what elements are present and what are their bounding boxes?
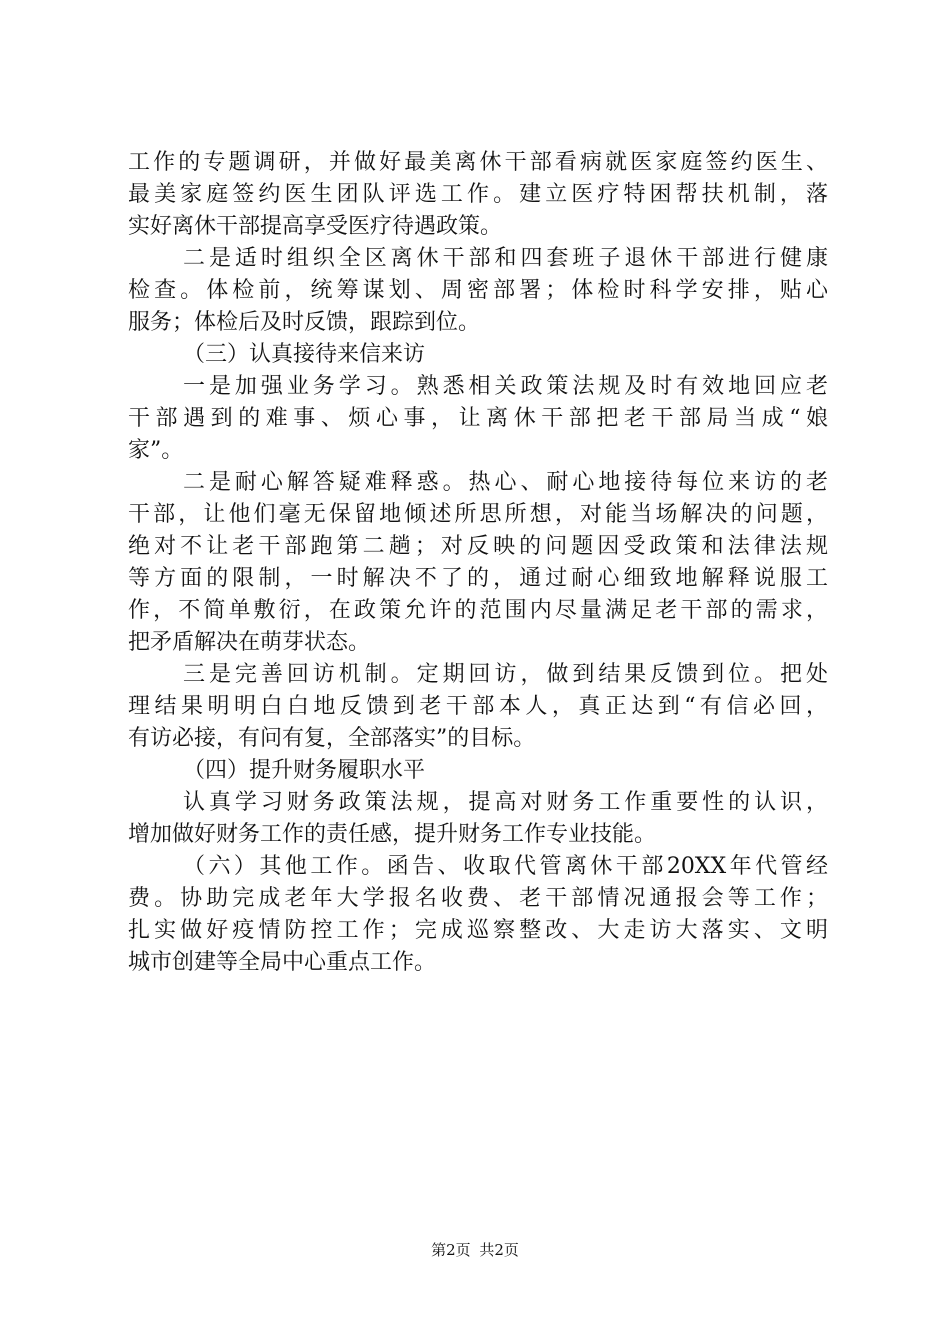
text-line: 绝对不让老干部跑第二趟；对反映的问题因受政策和法律法规 xyxy=(128,534,828,559)
text-line: 等方面的限制，一时解决不了的，通过耐心细致地解释说服工 xyxy=(128,566,828,591)
text-line: 扎实做好疫情防控工作；完成巡察整改、大走访大落实、文明 xyxy=(128,918,828,943)
page-total: 共2页 xyxy=(479,1241,519,1259)
text-line: 作，不简单敷衍，在政策允许的范围内尽量满足老干部的需求， xyxy=(128,598,828,623)
section-heading: （四）提升财务履职水平 xyxy=(183,758,426,783)
text-line: 费。协助完成老年大学报名收费、老干部情况通报会等工作； xyxy=(128,886,828,911)
text-line: 二是适时组织全区离休干部和四套班子退休干部进行健康 xyxy=(183,246,828,271)
text-line: 实好离休干部提高享受医疗待遇政策。 xyxy=(128,214,503,239)
text-line: 检查。体检前，统筹谋划、周密部署；体检时科学安排，贴心 xyxy=(128,278,828,303)
text-line: 一是加强业务学习。熟悉相关政策法规及时有效地回应老 xyxy=(183,374,828,399)
page-number: 第2页 xyxy=(431,1241,471,1259)
text-line: 二是耐心解答疑难释惑。热心、耐心地接待每位来访的老 xyxy=(183,470,828,495)
text-line: 干部遇到的难事、烦心事，让离休干部把老干部局当成“娘 xyxy=(128,406,828,431)
text-line: 把矛盾解决在萌芽状态。 xyxy=(128,630,371,655)
text-line: 最美家庭签约医生团队评选工作。建立医疗特困帮扶机制，落 xyxy=(128,182,828,207)
text-line: 三是完善回访机制。定期回访，做到结果反馈到位。把处 xyxy=(183,662,828,687)
text-line: 工作的专题调研，并做好最美离休干部看病就医家庭签约医生、 xyxy=(128,150,828,175)
text-line: 增加做好财务工作的责任感，提升财务工作专业技能。 xyxy=(128,822,657,847)
text-line: 理结果明明白白地反馈到老干部本人，真正达到“有信必回， xyxy=(128,694,828,719)
text-line: 服务；体检后及时反馈，跟踪到位。 xyxy=(128,310,481,335)
section-heading: （三）认真接待来信来访 xyxy=(183,342,426,367)
text-line: 家”。 xyxy=(128,438,184,463)
text-line: 干部，让他们毫无保留地倾述所思所想，对能当场解决的问题， xyxy=(128,502,828,527)
page-footer xyxy=(0,1240,950,1260)
text-line: 有访必接，有问有复，全部落实”的目标。 xyxy=(128,726,536,751)
text-line: （六）其他工作。函告、收取代管离休干部20XX年代管经 xyxy=(183,854,828,879)
text-line: 城市创建等全局中心重点工作。 xyxy=(128,950,437,975)
text-line: 认真学习财务政策法规，提高对财务工作重要性的认识， xyxy=(183,790,828,815)
